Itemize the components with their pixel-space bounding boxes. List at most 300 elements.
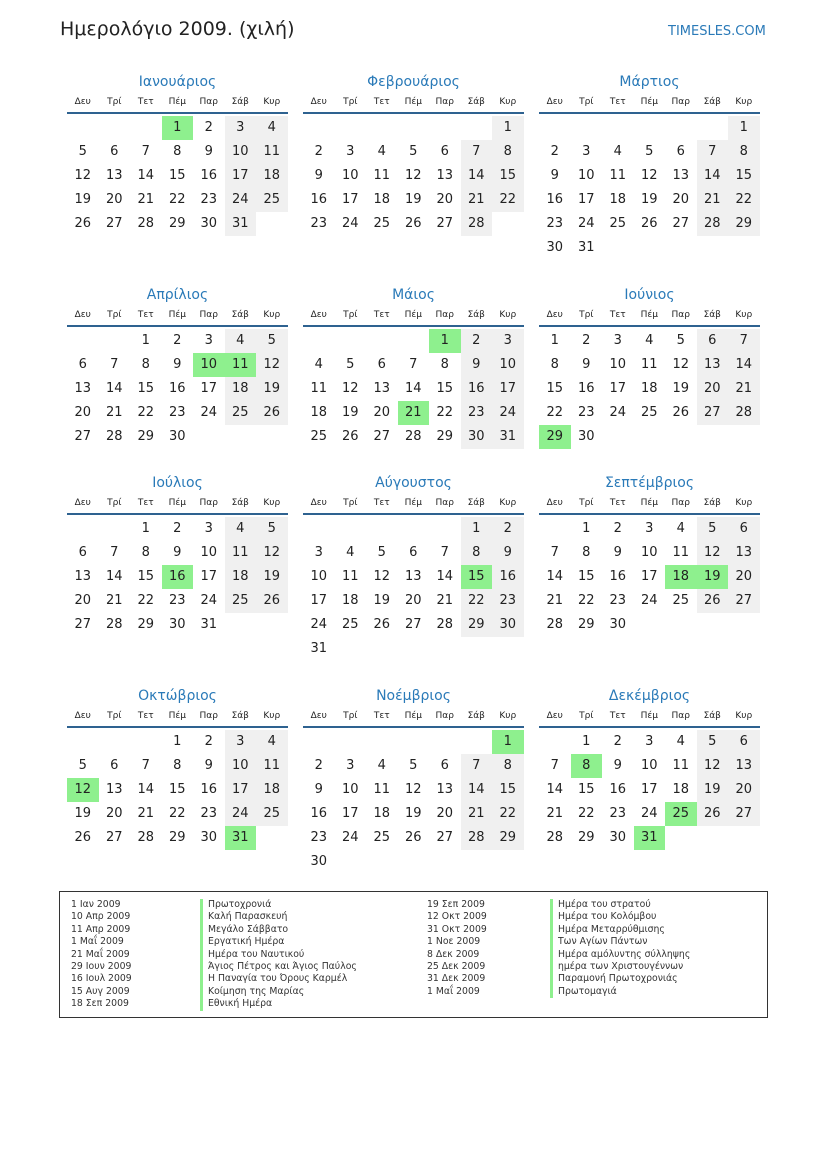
weekday-label: Τρί	[343, 310, 358, 320]
day-cell: 24	[225, 802, 257, 826]
day-cell: 12	[341, 381, 359, 396]
empty-cell	[99, 329, 131, 353]
weekday-label: Σάβ	[467, 498, 485, 508]
empty-cell	[67, 517, 99, 541]
day-cell: 29	[728, 212, 760, 236]
day-cell: 25	[373, 216, 391, 231]
day-cell: 25	[672, 593, 690, 608]
weekday-label: Παρ	[671, 711, 690, 721]
empty-cell	[335, 517, 367, 541]
weekday-label: Πέμ	[640, 711, 658, 721]
day-cell: 4	[225, 517, 257, 541]
empty-cell	[67, 116, 99, 140]
day-cell: 2	[461, 329, 493, 353]
day-cell: 15	[436, 381, 454, 396]
weekday-label: Δευ	[310, 498, 327, 508]
day-cell: 29	[137, 429, 155, 444]
day-cell: 7	[141, 144, 150, 159]
day-cell: 22	[577, 806, 595, 821]
weekday-header	[67, 307, 288, 327]
day-cell: 4	[645, 333, 654, 348]
empty-cell	[366, 517, 398, 541]
weekday-label: Δευ	[546, 711, 563, 721]
day-cell: 23	[492, 589, 524, 613]
month-name: Αύγουστος	[375, 475, 452, 491]
day-cell: 10	[492, 353, 524, 377]
day-cell: 8	[461, 541, 493, 565]
day-cell: 17	[341, 806, 359, 821]
day-cell: 20	[436, 806, 454, 821]
day-cell: 24	[341, 830, 359, 845]
day-cell: 22	[137, 405, 155, 420]
holiday-day-cell: 11	[225, 353, 257, 377]
day-cell: 23	[461, 401, 493, 425]
days-grid	[67, 116, 288, 236]
day-cell: 5	[676, 333, 685, 348]
holiday-day-cell: 16	[162, 565, 194, 589]
day-cell: 27	[105, 216, 123, 231]
day-cell: 26	[697, 589, 729, 613]
weekday-label: Παρ	[435, 498, 454, 508]
day-cell: 3	[492, 329, 524, 353]
day-cell: 14	[436, 569, 454, 584]
weekday-label: Τετ	[609, 97, 626, 107]
day-cell: 13	[697, 353, 729, 377]
holiday-day-cell: 8	[571, 754, 603, 778]
day-cell: 5	[346, 357, 355, 372]
day-cell: 28	[728, 401, 760, 425]
weekday-label: Κυρ	[263, 310, 281, 320]
day-cell: 13	[404, 569, 422, 584]
empty-cell	[461, 730, 493, 754]
weekday-label: Πέμ	[404, 498, 422, 508]
day-cell: 6	[728, 517, 760, 541]
empty-cell	[99, 517, 131, 541]
day-cell: 5	[697, 517, 729, 541]
day-cell: 20	[728, 778, 760, 802]
day-cell: 23	[609, 593, 627, 608]
holiday-name: Πρωτομαγιά	[550, 986, 690, 998]
day-cell: 26	[256, 401, 288, 425]
day-cell: 11	[256, 140, 288, 164]
weekday-label: Πέμ	[640, 498, 658, 508]
holiday-name: Παραμονή Πρωτοχρονιάς	[550, 973, 690, 985]
day-cell: 8	[141, 357, 150, 372]
day-cell: 5	[256, 517, 288, 541]
weekday-label: Σάβ	[231, 97, 249, 107]
day-cell: 7	[461, 140, 493, 164]
holiday-date: 25 Δεκ 2009	[427, 961, 486, 973]
weekday-label: Πέμ	[168, 97, 186, 107]
holiday-name: Η Παναγία του Όρους Καρμέλ	[200, 973, 357, 985]
day-cell: 18	[256, 164, 288, 188]
weekday-label: Τρί	[343, 498, 358, 508]
day-cell: 22	[168, 192, 186, 207]
day-cell: 13	[436, 168, 454, 183]
weekday-label: Τετ	[137, 498, 154, 508]
day-cell: 12	[640, 168, 658, 183]
weekday-label: Τρί	[579, 310, 594, 320]
month-block	[539, 72, 760, 260]
weekday-label: Τετ	[137, 711, 154, 721]
day-cell: 30	[609, 830, 627, 845]
day-cell: 4	[256, 116, 288, 140]
day-cell: 8	[141, 545, 150, 560]
day-cell: 16	[546, 192, 564, 207]
weekday-header	[303, 94, 524, 114]
holiday-date: 1 Ιαν 2009	[71, 899, 121, 910]
empty-cell	[303, 329, 335, 353]
day-cell: 19	[697, 778, 729, 802]
holiday-date: 1 Μαΐ 2009	[71, 936, 124, 948]
month-name: Φεβρουάριος	[367, 74, 460, 90]
month-name: Σεπτέμβριος	[604, 475, 695, 491]
days-grid	[303, 329, 524, 449]
day-cell: 1	[582, 521, 591, 536]
weekday-label: Σάβ	[467, 711, 485, 721]
day-cell: 18	[373, 192, 391, 207]
day-cell: 26	[74, 216, 92, 231]
day-cell: 10	[640, 758, 658, 773]
day-cell: 18	[225, 565, 257, 589]
day-cell: 27	[436, 216, 454, 231]
weekday-label: Πέμ	[404, 97, 422, 107]
day-cell: 8	[173, 144, 182, 159]
holiday-day-cell: 19	[697, 565, 729, 589]
weekday-label: Τρί	[579, 97, 594, 107]
weekday-label: Πέμ	[168, 711, 186, 721]
month-name: Μάιος	[392, 287, 435, 303]
day-cell: 28	[436, 617, 454, 632]
weekday-label: Παρ	[435, 711, 454, 721]
weekday-label: Πέμ	[640, 310, 658, 320]
day-cell: 27	[728, 589, 760, 613]
day-cell: 22	[168, 806, 186, 821]
day-cell: 26	[697, 802, 729, 826]
weekday-header	[303, 495, 524, 515]
day-cell: 12	[256, 541, 288, 565]
day-cell: 27	[697, 401, 729, 425]
day-cell: 25	[373, 830, 391, 845]
day-cell: 7	[550, 545, 559, 560]
weekday-label: Τετ	[373, 310, 390, 320]
day-cell: 12	[697, 541, 729, 565]
day-cell: 18	[373, 806, 391, 821]
month-name: Ιούνιος	[624, 287, 675, 303]
weekday-label: Τετ	[609, 711, 626, 721]
day-cell: 24	[609, 405, 627, 420]
days-grid	[303, 116, 524, 236]
weekday-label: Πέμ	[404, 711, 422, 721]
day-cell: 6	[78, 545, 87, 560]
day-cell: 5	[697, 730, 729, 754]
empty-cell	[99, 116, 131, 140]
weekday-label: Δευ	[310, 310, 327, 320]
day-cell: 6	[110, 758, 119, 773]
day-cell: 22	[492, 188, 524, 212]
day-cell: 14	[461, 778, 493, 802]
day-cell: 23	[310, 830, 328, 845]
day-cell: 27	[436, 830, 454, 845]
day-cell: 3	[645, 521, 654, 536]
day-cell: 3	[346, 758, 355, 773]
day-cell: 17	[200, 381, 218, 396]
holiday-day-cell: 1	[492, 730, 524, 754]
day-cell: 27	[105, 830, 123, 845]
day-cell: 9	[550, 168, 559, 183]
weekday-label: Τρί	[107, 310, 122, 320]
month-name: Ιανουάριος	[138, 74, 217, 90]
empty-cell	[429, 116, 461, 140]
weekday-label: Σάβ	[231, 498, 249, 508]
day-cell: 4	[676, 734, 685, 749]
day-cell: 26	[341, 429, 359, 444]
weekday-label: Παρ	[435, 310, 454, 320]
day-cell: 11	[672, 758, 690, 773]
day-cell: 1	[173, 734, 182, 749]
day-cell: 28	[137, 216, 155, 231]
day-cell: 7	[440, 545, 449, 560]
day-cell: 5	[377, 545, 386, 560]
day-cell: 19	[341, 405, 359, 420]
day-cell: 19	[672, 381, 690, 396]
holiday-day-cell: 15	[461, 565, 493, 589]
day-cell: 16	[609, 782, 627, 797]
weekday-header	[303, 307, 524, 327]
day-cell: 13	[105, 782, 123, 797]
day-cell: 28	[546, 830, 564, 845]
holiday-day-cell: 10	[193, 353, 225, 377]
day-cell: 6	[110, 144, 119, 159]
day-cell: 1	[492, 116, 524, 140]
day-cell: 30	[168, 617, 186, 632]
day-cell: 30	[310, 854, 328, 869]
holiday-name: Ημέρα Μεταρρύθμισης	[550, 924, 690, 936]
holiday-names-left	[200, 899, 357, 1011]
empty-cell	[366, 730, 398, 754]
day-cell: 14	[546, 782, 564, 797]
empty-cell	[398, 116, 430, 140]
day-cell: 17	[341, 192, 359, 207]
day-cell: 29	[577, 830, 595, 845]
day-cell: 11	[341, 569, 359, 584]
day-cell: 23	[200, 192, 218, 207]
day-cell: 24	[341, 216, 359, 231]
day-cell: 8	[728, 140, 760, 164]
day-cell: 13	[105, 168, 123, 183]
day-cell: 11	[609, 168, 627, 183]
day-cell: 14	[728, 353, 760, 377]
weekday-label: Παρ	[435, 97, 454, 107]
day-cell: 21	[546, 593, 564, 608]
empty-cell	[539, 517, 571, 541]
day-cell: 10	[609, 357, 627, 372]
holiday-day-cell: 1	[162, 116, 194, 140]
day-cell: 24	[200, 405, 218, 420]
day-cell: 11	[225, 541, 257, 565]
day-cell: 17	[640, 569, 658, 584]
holiday-name: Κοίμηση της Μαρίας	[200, 986, 357, 998]
day-cell: 21	[697, 188, 729, 212]
day-cell: 28	[461, 212, 493, 236]
day-cell: 27	[373, 429, 391, 444]
day-cell: 15	[492, 778, 524, 802]
day-cell: 1	[461, 517, 493, 541]
day-cell: 31	[310, 641, 328, 656]
empty-cell	[429, 517, 461, 541]
empty-cell	[303, 730, 335, 754]
month-block	[303, 285, 524, 449]
day-cell: 24	[225, 188, 257, 212]
day-cell: 14	[461, 164, 493, 188]
weekday-header	[539, 495, 760, 515]
day-cell: 3	[225, 730, 257, 754]
empty-cell	[366, 116, 398, 140]
month-name: Δεκέμβριος	[608, 688, 691, 704]
month-block	[67, 285, 288, 449]
day-cell: 21	[105, 405, 123, 420]
holiday-date: 1 Μαΐ 2009	[427, 985, 480, 997]
day-cell: 16	[310, 192, 328, 207]
day-cell: 2	[204, 120, 213, 135]
day-cell: 25	[225, 589, 257, 613]
weekday-label: Τετ	[373, 711, 390, 721]
weekday-label: Κυρ	[735, 310, 753, 320]
day-cell: 18	[672, 782, 690, 797]
day-cell: 5	[256, 329, 288, 353]
day-cell: 3	[582, 144, 591, 159]
day-cell: 9	[582, 357, 591, 372]
day-cell: 27	[672, 216, 690, 231]
day-cell: 11	[373, 168, 391, 183]
day-cell: 5	[645, 144, 654, 159]
day-cell: 15	[546, 381, 564, 396]
month-block	[67, 473, 288, 637]
day-cell: 25	[225, 401, 257, 425]
weekday-label: Σάβ	[703, 498, 721, 508]
day-cell: 13	[672, 168, 690, 183]
day-cell: 22	[492, 802, 524, 826]
month-name: Οκτώβριος	[138, 688, 217, 704]
weekday-label: Δευ	[546, 310, 563, 320]
weekday-label: Δευ	[546, 97, 563, 107]
day-cell: 30	[577, 429, 595, 444]
day-cell: 15	[137, 381, 155, 396]
weekday-label: Τρί	[579, 498, 594, 508]
day-cell: 26	[404, 830, 422, 845]
day-cell: 21	[137, 806, 155, 821]
day-cell: 14	[105, 381, 123, 396]
day-cell: 9	[613, 758, 622, 773]
weekday-label: Παρ	[199, 498, 218, 508]
month-name: Μάρτιος	[619, 74, 680, 90]
day-cell: 10	[341, 168, 359, 183]
weekday-header	[67, 495, 288, 515]
day-cell: 17	[225, 164, 257, 188]
day-cell: 10	[200, 545, 218, 560]
weekday-label: Σάβ	[703, 97, 721, 107]
day-cell: 2	[550, 144, 559, 159]
day-cell: 29	[168, 830, 186, 845]
day-cell: 28	[137, 830, 155, 845]
day-cell: 19	[256, 565, 288, 589]
day-cell: 1	[141, 521, 150, 536]
weekday-header	[67, 708, 288, 728]
weekday-label: Τετ	[609, 498, 626, 508]
weekday-label: Παρ	[199, 711, 218, 721]
day-cell: 3	[225, 116, 257, 140]
day-cell: 17	[492, 377, 524, 401]
day-cell: 19	[404, 192, 422, 207]
day-cell: 9	[314, 168, 323, 183]
weekday-label: Τρί	[107, 498, 122, 508]
holiday-day-cell: 1	[429, 329, 461, 353]
day-cell: 17	[609, 381, 627, 396]
day-cell: 22	[436, 405, 454, 420]
day-cell: 15	[577, 569, 595, 584]
site-link[interactable]: TIMESLES.COM	[668, 24, 766, 39]
day-cell: 20	[105, 192, 123, 207]
day-cell: 19	[74, 806, 92, 821]
weekday-label: Πέμ	[168, 498, 186, 508]
weekday-header	[539, 307, 760, 327]
holiday-name: Των Αγίων Πάντων	[550, 936, 690, 948]
holiday-date: 10 Απρ 2009	[71, 911, 131, 923]
day-cell: 27	[404, 617, 422, 632]
weekday-label: Τρί	[343, 97, 358, 107]
day-cell: 7	[461, 754, 493, 778]
page-title: Ημερολόγιο 2009. (χιλή)	[60, 18, 295, 40]
day-cell: 3	[346, 144, 355, 159]
day-cell: 25	[609, 216, 627, 231]
day-cell: 24	[310, 617, 328, 632]
day-cell: 16	[168, 381, 186, 396]
days-grid	[67, 329, 288, 449]
day-cell: 8	[582, 545, 591, 560]
day-cell: 2	[314, 758, 323, 773]
weekday-label: Τετ	[137, 310, 154, 320]
day-cell: 7	[141, 758, 150, 773]
day-cell: 18	[640, 381, 658, 396]
weekday-label: Παρ	[199, 97, 218, 107]
days-grid	[67, 517, 288, 637]
day-cell: 21	[728, 377, 760, 401]
month-name: Νοέμβριος	[376, 688, 451, 704]
day-cell: 23	[310, 216, 328, 231]
day-cell: 17	[640, 782, 658, 797]
weekday-label: Τρί	[107, 711, 122, 721]
holiday-names-right	[550, 899, 690, 998]
day-cell: 4	[346, 545, 355, 560]
day-cell: 26	[404, 216, 422, 231]
day-cell: 12	[404, 782, 422, 797]
holiday-date: 11 Απρ 2009	[71, 923, 131, 935]
weekday-label: Τετ	[609, 310, 626, 320]
day-cell: 3	[204, 333, 213, 348]
holiday-list	[59, 891, 768, 1018]
day-cell: 4	[613, 144, 622, 159]
day-cell: 17	[577, 192, 595, 207]
empty-cell	[539, 730, 571, 754]
day-cell: 30	[168, 429, 186, 444]
day-cell: 6	[440, 144, 449, 159]
day-cell: 15	[168, 782, 186, 797]
holiday-name: Ημέρα του στρατού	[550, 899, 690, 911]
weekday-label: Κυρ	[735, 97, 753, 107]
day-cell: 13	[436, 782, 454, 797]
day-cell: 26	[373, 617, 391, 632]
holiday-date: 19 Σεπ 2009	[427, 899, 485, 910]
